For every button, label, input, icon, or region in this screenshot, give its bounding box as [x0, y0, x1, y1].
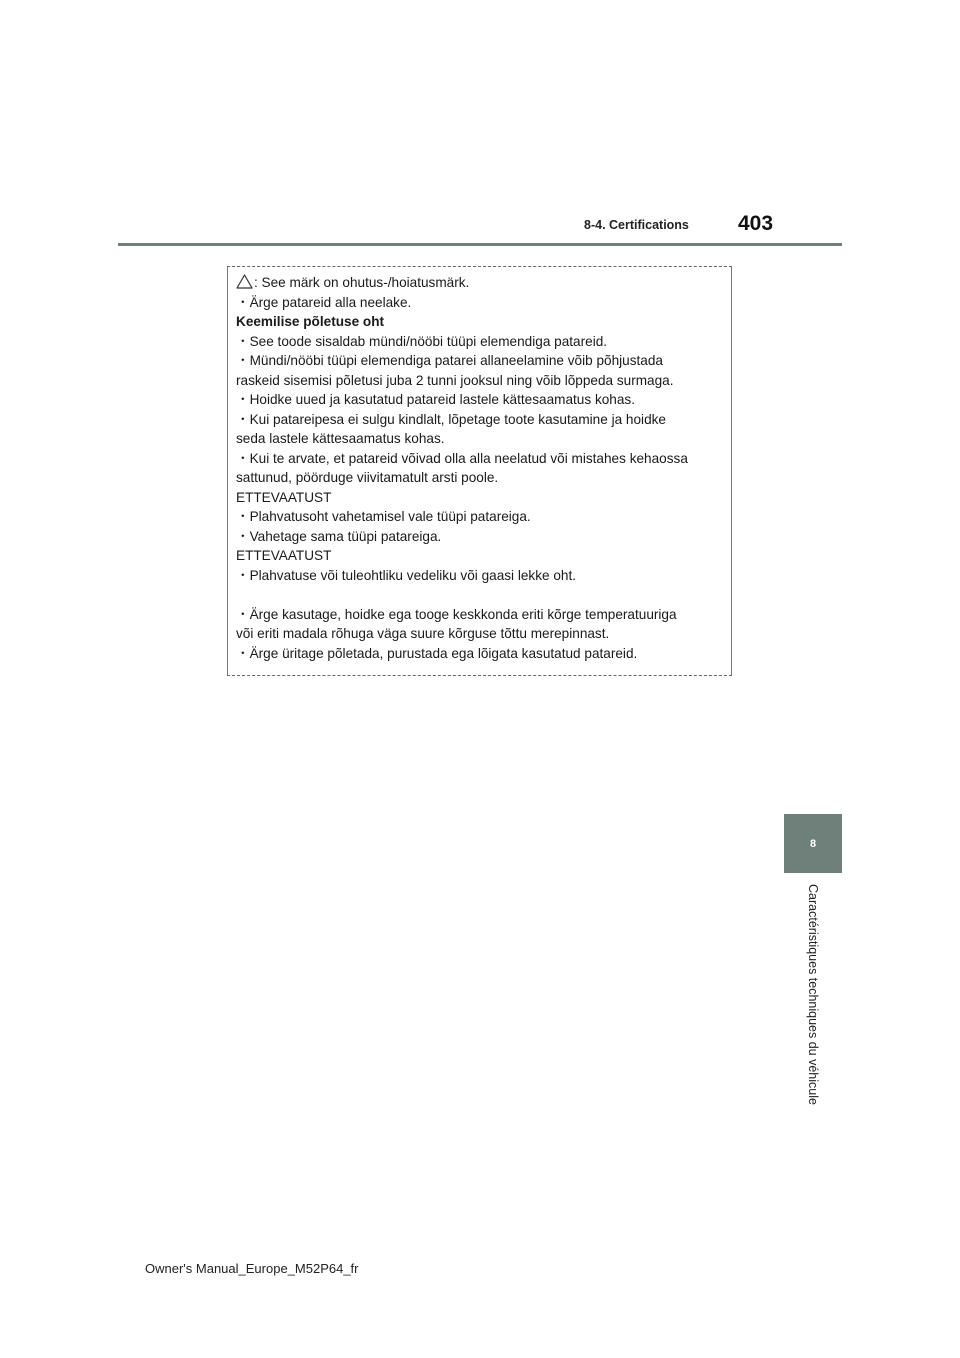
section-title: 8-4. Certifications [584, 218, 689, 232]
page-number: 403 [738, 212, 774, 235]
chapter-side-title: Caractéristiques techniques du véhicule [806, 884, 820, 1105]
notice-line: ・Ärge patareid alla neelake. [236, 294, 412, 310]
notice-line: ・Plahvatusoht vahetamisel vale tüüpi patareiga. [236, 509, 531, 524]
notice-line: ・Ärge kasutage, hoidke ega tooge keskkonda eriti kõrge temperatuuriga [236, 606, 677, 622]
notice-line: seda lastele kättesaamatus kohas. [236, 431, 445, 446]
chapter-tab: 8 [784, 814, 842, 873]
notice-line: ・Plahvatuse või tuleohtliku vedeliku või gaasi lekke oht. [236, 567, 577, 583]
notice-heading: Keemilise põletuse oht [236, 314, 385, 329]
battery-warning-notice [227, 266, 732, 676]
notice-line: raskeid sisemisi põletusi juba 2 tunni jooksul ning võib lõppeda surmaga. [236, 372, 674, 388]
notice-line-text: : See märk on ohutus-/hoiatusmärk. [254, 275, 470, 290]
notice-line: ・See toode sisaldab mündi/nööbi tüüpi elemendiga patareid. [236, 333, 608, 349]
caution-label: ETTEVAATUST [236, 548, 332, 563]
notice-line: ・Kui patareipesa ei sulgu kindlalt, lõpetage toote kasutamine ja hoidke [236, 411, 666, 427]
notice-line: sattunud, pöörduge viivitamatult arsti poole. [236, 470, 499, 485]
caution-label: ETTEVAATUST [236, 489, 332, 505]
notice-line: ・Kui te arvate, et patareid võivad olla alla neelatud või mistahes kehaossa [236, 450, 688, 466]
header-divider [118, 243, 842, 246]
notice-line: ・Vahetage sama tüüpi patareiga. [236, 528, 442, 544]
notice-line: ・Hoidke uued ja kasutatud patareid lastele kättesaamatus kohas. [236, 392, 635, 407]
notice-line: ・Ärge üritage põletada, purustada ega lõigata kasutatud patareid. [236, 645, 638, 661]
notice-line [236, 273, 723, 293]
notice-line: või eriti madala rõhuga väga suure kõrguse tõttu merepinnast. [236, 626, 610, 641]
notice-line: ・Mündi/nööbi tüüpi elemendiga patarei allaneelamine võib põhjustada [236, 353, 663, 368]
warning-triangle-icon [236, 274, 253, 289]
footer-manual-id: Owner's Manual_Europe_M52P64_fr [145, 1261, 359, 1276]
